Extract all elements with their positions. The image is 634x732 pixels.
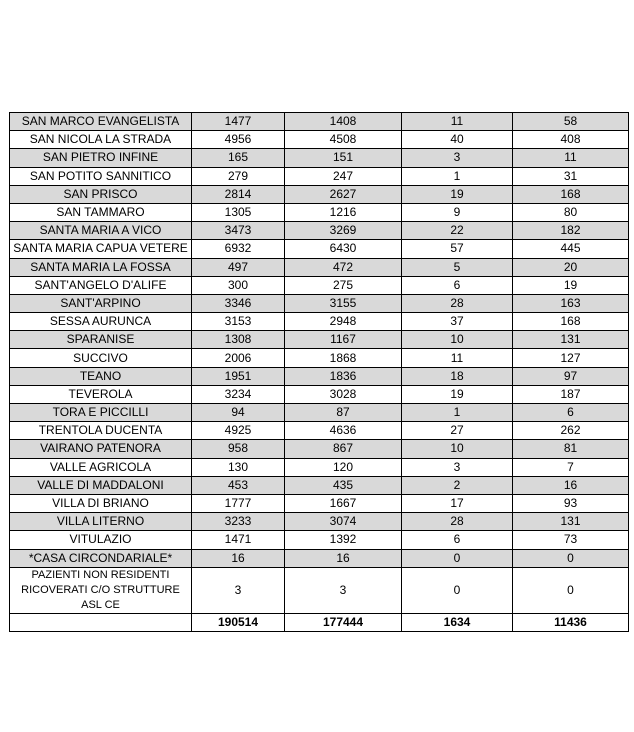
- value-cell-4: 58: [513, 113, 629, 131]
- value-cell-3: 3: [402, 149, 513, 167]
- table-row: [10, 203, 629, 221]
- value-cell-3: 18: [402, 367, 513, 385]
- value-cell-2: 1392: [285, 531, 402, 549]
- value-cell-2: 1868: [285, 349, 402, 367]
- value-cell-3: 11: [402, 113, 513, 131]
- value-cell-2: 435: [285, 476, 402, 494]
- value-cell-3: 19: [402, 385, 513, 403]
- value-cell-1: 3153: [192, 313, 285, 331]
- value-cell-3: 28: [402, 294, 513, 312]
- table-row: [10, 313, 629, 331]
- municipality-cell: SAN TAMMARO: [10, 203, 192, 221]
- municipality-cell: TRENTOLA DUCENTA: [10, 422, 192, 440]
- value-cell-4: 445: [513, 240, 629, 258]
- value-cell-2: 1408: [285, 113, 402, 131]
- nonresident-c2: 3: [285, 567, 402, 613]
- value-cell-4: 168: [513, 313, 629, 331]
- value-cell-3: 17: [402, 494, 513, 512]
- table-row: [10, 385, 629, 403]
- municipality-cell: SUCCIVO: [10, 349, 192, 367]
- table-row: [10, 531, 629, 549]
- value-cell-4: 93: [513, 494, 629, 512]
- value-cell-3: 27: [402, 422, 513, 440]
- nonresident-label: PAZIENTI NON RESIDENTI RICOVERATI C/O STRUTTURE ASL CE: [10, 567, 192, 613]
- value-cell-1: 3234: [192, 385, 285, 403]
- value-cell-1: 3473: [192, 222, 285, 240]
- table-row: [10, 294, 629, 312]
- totals-label: [10, 613, 192, 631]
- table-row: [10, 167, 629, 185]
- value-cell-1: 958: [192, 440, 285, 458]
- value-cell-1: 3346: [192, 294, 285, 312]
- municipality-cell: VALLE AGRICOLA: [10, 458, 192, 476]
- nonresident-c4: 0: [513, 567, 629, 613]
- municipality-cell: SANT'ARPINO: [10, 294, 192, 312]
- municipality-cell: SAN PIETRO INFINE: [10, 149, 192, 167]
- value-cell-2: 6430: [285, 240, 402, 258]
- value-cell-1: 453: [192, 476, 285, 494]
- value-cell-4: 97: [513, 367, 629, 385]
- municipality-cell: VAIRANO PATENORA: [10, 440, 192, 458]
- value-cell-1: 2814: [192, 185, 285, 203]
- value-cell-1: 1951: [192, 367, 285, 385]
- municipality-cell: SAN MARCO EVANGELISTA: [10, 113, 192, 131]
- table-row: [10, 349, 629, 367]
- value-cell-4: 168: [513, 185, 629, 203]
- value-cell-1: 2006: [192, 349, 285, 367]
- table-row: [10, 422, 629, 440]
- municipality-cell: VILLA DI BRIANO: [10, 494, 192, 512]
- table-row: [10, 113, 629, 131]
- value-cell-3: 11: [402, 349, 513, 367]
- value-cell-3: 2: [402, 476, 513, 494]
- value-cell-2: 275: [285, 276, 402, 294]
- value-cell-4: 131: [513, 513, 629, 531]
- value-cell-4: 187: [513, 385, 629, 403]
- value-cell-3: 57: [402, 240, 513, 258]
- municipality-cell: TEANO: [10, 367, 192, 385]
- value-cell-3: 28: [402, 513, 513, 531]
- value-cell-1: 130: [192, 458, 285, 476]
- totals-c3: 1634: [402, 613, 513, 631]
- value-cell-4: 262: [513, 422, 629, 440]
- municipality-cell: SANT'ANGELO D'ALIFE: [10, 276, 192, 294]
- municipality-cell: VITULAZIO: [10, 531, 192, 549]
- municipality-cell: *CASA CIRCONDARIALE*: [10, 549, 192, 567]
- value-cell-2: 867: [285, 440, 402, 458]
- value-cell-4: 131: [513, 331, 629, 349]
- value-cell-1: 1305: [192, 203, 285, 221]
- nonresident-c3: 0: [402, 567, 513, 613]
- value-cell-2: 16: [285, 549, 402, 567]
- totals-row: [10, 613, 629, 631]
- covid-municipality-table: [9, 112, 629, 632]
- municipality-cell: VILLA LITERNO: [10, 513, 192, 531]
- value-cell-2: 87: [285, 404, 402, 422]
- value-cell-3: 1: [402, 167, 513, 185]
- value-cell-2: 4636: [285, 422, 402, 440]
- table-row: [10, 549, 629, 567]
- value-cell-4: 81: [513, 440, 629, 458]
- table-row: [10, 131, 629, 149]
- value-cell-2: 472: [285, 258, 402, 276]
- table-row: [10, 331, 629, 349]
- value-cell-2: 120: [285, 458, 402, 476]
- value-cell-1: 165: [192, 149, 285, 167]
- value-cell-4: 11: [513, 149, 629, 167]
- value-cell-3: 0: [402, 549, 513, 567]
- table-row: [10, 185, 629, 203]
- value-cell-1: 6932: [192, 240, 285, 258]
- value-cell-4: 127: [513, 349, 629, 367]
- value-cell-3: 3: [402, 458, 513, 476]
- value-cell-1: 1471: [192, 531, 285, 549]
- municipality-cell: SANTA MARIA A VICO: [10, 222, 192, 240]
- value-cell-4: 6: [513, 404, 629, 422]
- totals-c2: 177444: [285, 613, 402, 631]
- value-cell-4: 20: [513, 258, 629, 276]
- municipality-cell: TORA E PICCILLI: [10, 404, 192, 422]
- value-cell-1: 94: [192, 404, 285, 422]
- value-cell-4: 16: [513, 476, 629, 494]
- value-cell-3: 40: [402, 131, 513, 149]
- value-cell-1: 4956: [192, 131, 285, 149]
- table-body: [10, 113, 629, 632]
- municipality-cell: SESSA AURUNCA: [10, 313, 192, 331]
- municipality-cell: SPARANISE: [10, 331, 192, 349]
- municipality-cell: SAN PRISCO: [10, 185, 192, 203]
- municipality-cell: TEVEROLA: [10, 385, 192, 403]
- value-cell-2: 3074: [285, 513, 402, 531]
- table-row: [10, 367, 629, 385]
- table-row: [10, 258, 629, 276]
- value-cell-2: 1167: [285, 331, 402, 349]
- table-row: [10, 404, 629, 422]
- table-row: [10, 149, 629, 167]
- value-cell-2: 3269: [285, 222, 402, 240]
- nonresident-c1: 3: [192, 567, 285, 613]
- value-cell-3: 6: [402, 531, 513, 549]
- value-cell-2: 4508: [285, 131, 402, 149]
- value-cell-4: 182: [513, 222, 629, 240]
- value-cell-3: 9: [402, 203, 513, 221]
- totals-c1: 190514: [192, 613, 285, 631]
- value-cell-4: 0: [513, 549, 629, 567]
- totals-c4: 11436: [513, 613, 629, 631]
- value-cell-4: 80: [513, 203, 629, 221]
- table-row: [10, 476, 629, 494]
- value-cell-4: 408: [513, 131, 629, 149]
- value-cell-1: 497: [192, 258, 285, 276]
- table-row: [10, 240, 629, 258]
- value-cell-3: 10: [402, 440, 513, 458]
- value-cell-3: 10: [402, 331, 513, 349]
- value-cell-2: 2627: [285, 185, 402, 203]
- nonresident-row: [10, 567, 629, 613]
- municipality-cell: SANTA MARIA LA FOSSA: [10, 258, 192, 276]
- value-cell-4: 73: [513, 531, 629, 549]
- value-cell-3: 1: [402, 404, 513, 422]
- value-cell-1: 300: [192, 276, 285, 294]
- value-cell-1: 3233: [192, 513, 285, 531]
- value-cell-2: 2948: [285, 313, 402, 331]
- value-cell-2: 1216: [285, 203, 402, 221]
- table-row: [10, 513, 629, 531]
- value-cell-1: 1777: [192, 494, 285, 512]
- municipality-cell: SANTA MARIA CAPUA VETERE: [10, 240, 192, 258]
- table-row: [10, 440, 629, 458]
- table-row: [10, 494, 629, 512]
- value-cell-2: 1836: [285, 367, 402, 385]
- value-cell-3: 22: [402, 222, 513, 240]
- value-cell-1: 279: [192, 167, 285, 185]
- value-cell-3: 5: [402, 258, 513, 276]
- table-row: [10, 222, 629, 240]
- value-cell-1: 1308: [192, 331, 285, 349]
- value-cell-4: 19: [513, 276, 629, 294]
- value-cell-4: 31: [513, 167, 629, 185]
- value-cell-2: 247: [285, 167, 402, 185]
- table-row: [10, 458, 629, 476]
- value-cell-3: 19: [402, 185, 513, 203]
- value-cell-4: 7: [513, 458, 629, 476]
- value-cell-2: 151: [285, 149, 402, 167]
- value-cell-1: 4925: [192, 422, 285, 440]
- value-cell-3: 37: [402, 313, 513, 331]
- municipality-cell: SAN POTITO SANNITICO: [10, 167, 192, 185]
- municipality-cell: SAN NICOLA LA STRADA: [10, 131, 192, 149]
- value-cell-2: 3028: [285, 385, 402, 403]
- value-cell-3: 6: [402, 276, 513, 294]
- municipality-cell: VALLE DI MADDALONI: [10, 476, 192, 494]
- table-row: [10, 276, 629, 294]
- value-cell-1: 1477: [192, 113, 285, 131]
- value-cell-4: 163: [513, 294, 629, 312]
- value-cell-1: 16: [192, 549, 285, 567]
- value-cell-2: 3155: [285, 294, 402, 312]
- value-cell-2: 1667: [285, 494, 402, 512]
